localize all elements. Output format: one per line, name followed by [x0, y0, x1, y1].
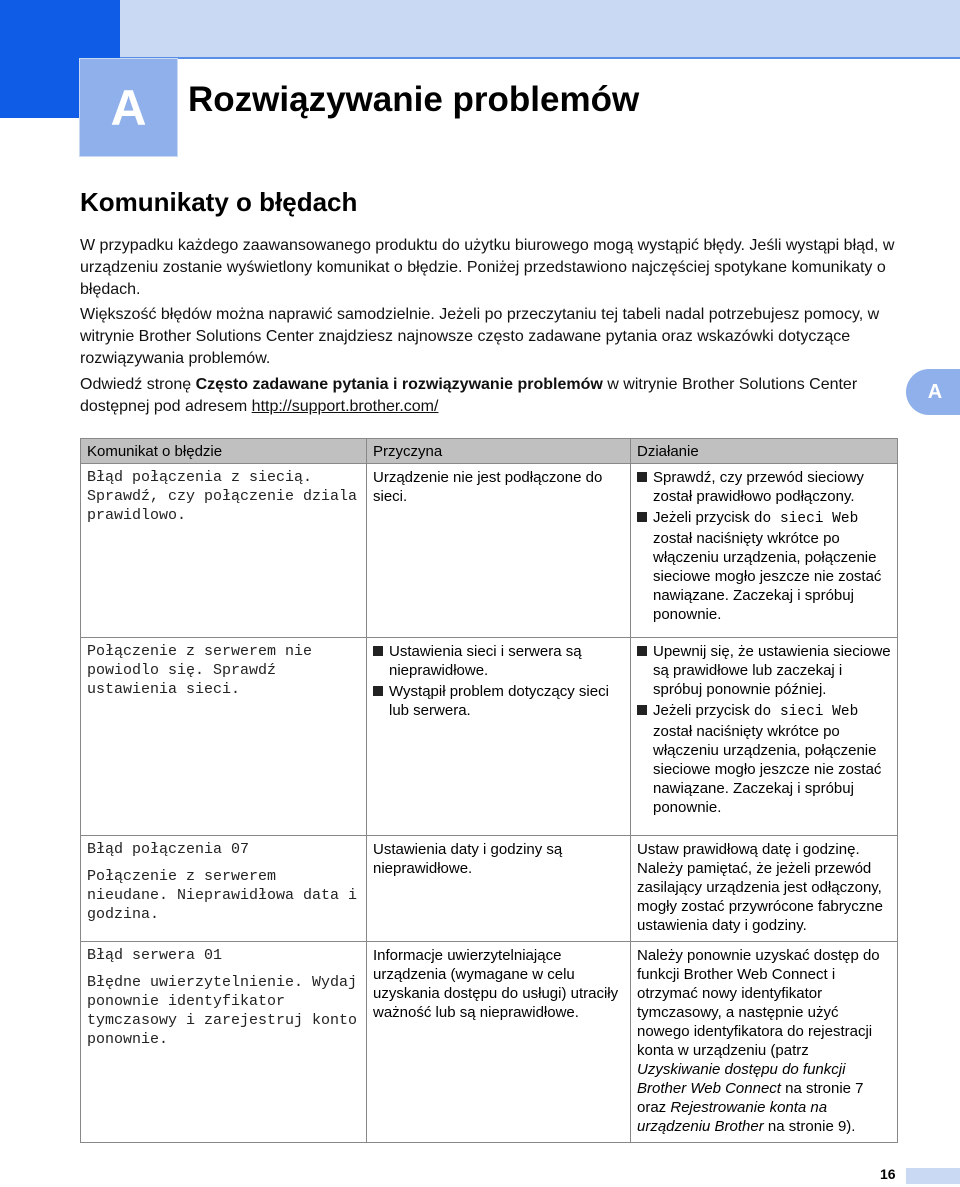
- chapter-letter: A: [110, 79, 147, 136]
- chapter-badge: [79, 58, 178, 157]
- chapter-side-tab: A: [906, 369, 960, 415]
- cause-cell: Ustawienia daty i godziny są nieprawidłowe.: [367, 836, 631, 942]
- bullet-square-icon: [373, 686, 383, 696]
- page-number: 16: [880, 1166, 896, 1182]
- help-paragraph: Większość błędów można naprawić samodzielnie. Jeżeli po przeczytaniu tej tabeli nadal potrzebujesz pomocy, w witrynie Brother Solutions Center znajdziesz najnowsze często zadawane pytania oraz wskazówki dotyczące rozwiązywania problemów.: [80, 306, 880, 367]
- header-rule: [120, 57, 960, 59]
- action-cell: [631, 638, 898, 836]
- error-message-cell: Połączenie z serwerem nie powiodlo się. Sprawdź ustawienia sieci.: [81, 638, 367, 836]
- list-item: Sprawdź, czy przewód sieciowy został prawidłowo podłączony.: [637, 468, 891, 506]
- footer-accent-bar: [906, 1168, 960, 1184]
- error-message-cell: Błąd połączenia 07 Połączenie z serwerem nieudane. Nieprawidłowa data i godzina.: [81, 836, 367, 942]
- support-link[interactable]: http://support.brother.com/: [251, 398, 439, 415]
- bullet-square-icon: [637, 512, 647, 522]
- error-messages-table: [80, 438, 898, 1143]
- chapter-title: Rozwiązywanie problemów: [188, 80, 640, 119]
- action-cell: Należy ponownie uzyskać dostęp do funkcji Brother Web Connect i otrzymać nowy identyfikator tymczasowy, a następnie użyć nowego identyfikatora do rejestracji konta w urządzeniu (patrz Uzyskiwanie dostępu do funkcji Brother Web Connect na stronie 7 oraz Rejestrowanie konta na urządzeniu Brother na stronie 9).: [631, 942, 898, 1143]
- error-message-cell: Błąd połączenia z siecią. Sprawdź, czy połączenie dziala prawidlowo.: [81, 464, 367, 638]
- list-item: Wystąpił problem dotyczący sieci lub serwera.: [373, 682, 624, 720]
- intro-paragraph: W przypadku każdego zaawansowanego produktu do użytku biurowego mogą wystąpić błędy. Jeśli wystąpi błąd, w urządzeniu zostanie wyświetlony komunikat o błędzie. Poniżej przedstawiono najczęściej spotykane komunikaty o błędach.: [80, 237, 895, 298]
- section-title: Komunikaty o błędach: [80, 187, 358, 217]
- header-band: [120, 0, 960, 58]
- list-item: Upewnij się, że ustawienia sieciowe są prawidłowe lub zaczekaj i spróbuj ponownie później.: [637, 642, 891, 699]
- list-item: Jeżeli przycisk do sieci Web został naciśnięty wkrótce po włączeniu urządzenia, połączenie sieciowe mogło jeszcze nie zostać nawiązane. Zaczekaj i spróbuj ponownie.: [637, 701, 891, 817]
- support-paragraph: Odwiedź stronę Często zadawane pytania i rozwiązywanie problemów w witrynie Brother Solutions Center dostępnej pod adresem http://support.brother.com/: [80, 376, 858, 415]
- header-message: Komunikat o błędzie: [81, 439, 367, 464]
- cause-cell: Urządzenie nie jest podłączone do sieci.: [367, 464, 631, 638]
- cause-cell: Informacje uwierzytelniające urządzenia (wymagane w celu uzyskania dostępu do usługi) utraciły ważność lub są nieprawidłowe.: [367, 942, 631, 1143]
- table-row: [81, 836, 898, 942]
- header-action: Działanie: [631, 439, 898, 464]
- bullet-square-icon: [637, 705, 647, 715]
- bullet-square-icon: [373, 646, 383, 656]
- table-header-row: [81, 439, 898, 464]
- faq-title: Często zadawane pytania i rozwiązywanie problemów: [195, 376, 603, 393]
- action-cell: [631, 464, 898, 638]
- table-row: [81, 464, 898, 638]
- header-cause: Przyczyna: [367, 439, 631, 464]
- cause-cell: [367, 638, 631, 836]
- action-cell: Ustaw prawidłową datę i godzinę. Należy pamiętać, że jeżeli przewód zasilający urządzenia jest odłączony, mogły zostać przywrócone fabryczne ustawienia daty i godziny.: [631, 836, 898, 942]
- table-row: [81, 942, 898, 1143]
- table-row: [81, 638, 898, 836]
- bullet-square-icon: [637, 646, 647, 656]
- list-item: Jeżeli przycisk do sieci Web został naciśnięty wkrótce po włączeniu urządzenia, połączenie sieciowe mogło jeszcze nie zostać nawiązane. Zaczekaj i spróbuj ponownie.: [637, 508, 891, 624]
- error-message-cell: Błąd serwera 01 Błędne uwierzytelnienie. Wydaj ponownie identyfikator tymczasowy i zarejestruj konto ponownie.: [81, 942, 367, 1143]
- list-item: Ustawienia sieci i serwera są nieprawidłowe.: [373, 642, 624, 680]
- bullet-square-icon: [637, 472, 647, 482]
